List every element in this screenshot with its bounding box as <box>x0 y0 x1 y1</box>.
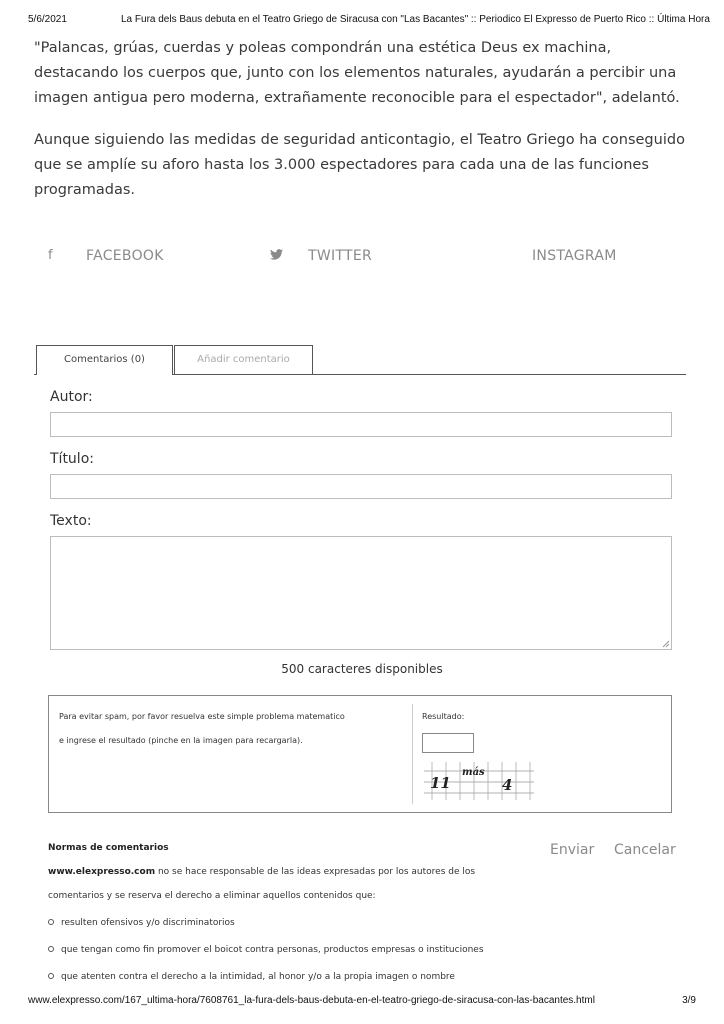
captcha-operator: más <box>462 767 485 778</box>
share-twitter-label: TWITTER <box>308 248 373 264</box>
captcha-result-input[interactable] <box>422 733 474 753</box>
captcha-divider <box>412 704 413 804</box>
rule-item-text: resulten ofensivos y/o discriminatorios <box>61 918 235 928</box>
facebook-icon: f <box>48 248 53 263</box>
bullet-icon <box>48 973 54 979</box>
rule-item <box>48 945 484 955</box>
captcha-result-label: Resultado: <box>422 712 465 721</box>
print-header <box>28 14 710 28</box>
text-label: Texto: <box>50 513 92 529</box>
rule-item <box>48 918 235 928</box>
article-paragraph: "Palancas, grúas, cuerdas y poleas compondrán una estética Deus ex machina, destacando los cuerpos que, junto con los elementos naturales, ayudarán a percibir una imagen antigua pero moderna, extrañamente reconocible para el espectador", adelantó. <box>34 40 680 106</box>
bullet-icon <box>48 946 54 952</box>
bullet-icon <box>48 919 54 925</box>
captcha-image[interactable] <box>424 762 534 800</box>
print-footer <box>28 995 696 1009</box>
resize-grip-icon[interactable] <box>662 640 670 648</box>
captcha-instructions: Para evitar spam, por favor resuelva este simple problema matematico <box>59 712 345 721</box>
author-input[interactable] <box>50 412 672 437</box>
author-label: Autor: <box>50 389 93 405</box>
print-page-title: La Fura dels Baus debuta en el Teatro Griego de Siracusa con "Las Bacantes" :: Periodico El Expresso de Puerto Rico :: Última Hora <box>121 14 710 25</box>
article-paragraph: Aunque siguiendo las medidas de seguridad anticontagio, el Teatro Griego ha conseguido que se amplíe su aforo hasta los 3.000 espectadores para cada una de las funciones programadas. <box>34 132 685 198</box>
title-label: Título: <box>50 451 94 467</box>
print-url: www.elexpresso.com/167_ultima-hora/7608761_la-fura-dels-baus-debuta-en-el-teatro-griego-de-siracusa-con-las-bacantes.html <box>28 995 595 1006</box>
send-button[interactable]: Enviar <box>550 842 595 858</box>
site-name: www.elexpresso.com <box>48 867 156 877</box>
captcha-num1: 11 <box>430 774 451 792</box>
print-page-number: 3/9 <box>682 995 696 1006</box>
chars-available: 500 caracteres disponibles <box>281 662 443 676</box>
tab-comments[interactable]: Comentarios (0) <box>36 345 173 375</box>
twitter-icon <box>270 249 283 264</box>
rules-title: Normas de comentarios <box>48 843 169 853</box>
rules-text: comentarios y se reserva el derecho a eliminar aquellos contenidos que: <box>48 891 376 901</box>
title-input[interactable] <box>50 474 672 499</box>
rule-item-text: que tengan como fin promover el boicot contra personas, productos empresas o instituciones <box>61 945 484 955</box>
rules-text-rest: no se hace responsable de las ideas expresadas por los autores de los <box>155 867 476 877</box>
cancel-button[interactable]: Cancelar <box>614 842 676 858</box>
print-date: 5/6/2021 <box>28 14 67 25</box>
share-facebook-label: FACEBOOK <box>86 248 164 264</box>
text-textarea[interactable] <box>50 536 672 650</box>
captcha-num2: 4 <box>502 776 513 794</box>
share-instagram-label: INSTAGRAM <box>532 248 617 264</box>
rules-text <box>48 860 508 884</box>
rule-item <box>48 972 455 982</box>
tab-add-comment[interactable]: Añadir comentario <box>174 345 313 374</box>
rule-item-text: que atenten contra el derecho a la intimidad, al honor y/o a la propia imagen o nombre <box>61 972 455 982</box>
captcha-box <box>48 695 672 813</box>
captcha-instructions: e ingrese el resultado (pinche en la imagen para recargarla). <box>59 736 303 745</box>
